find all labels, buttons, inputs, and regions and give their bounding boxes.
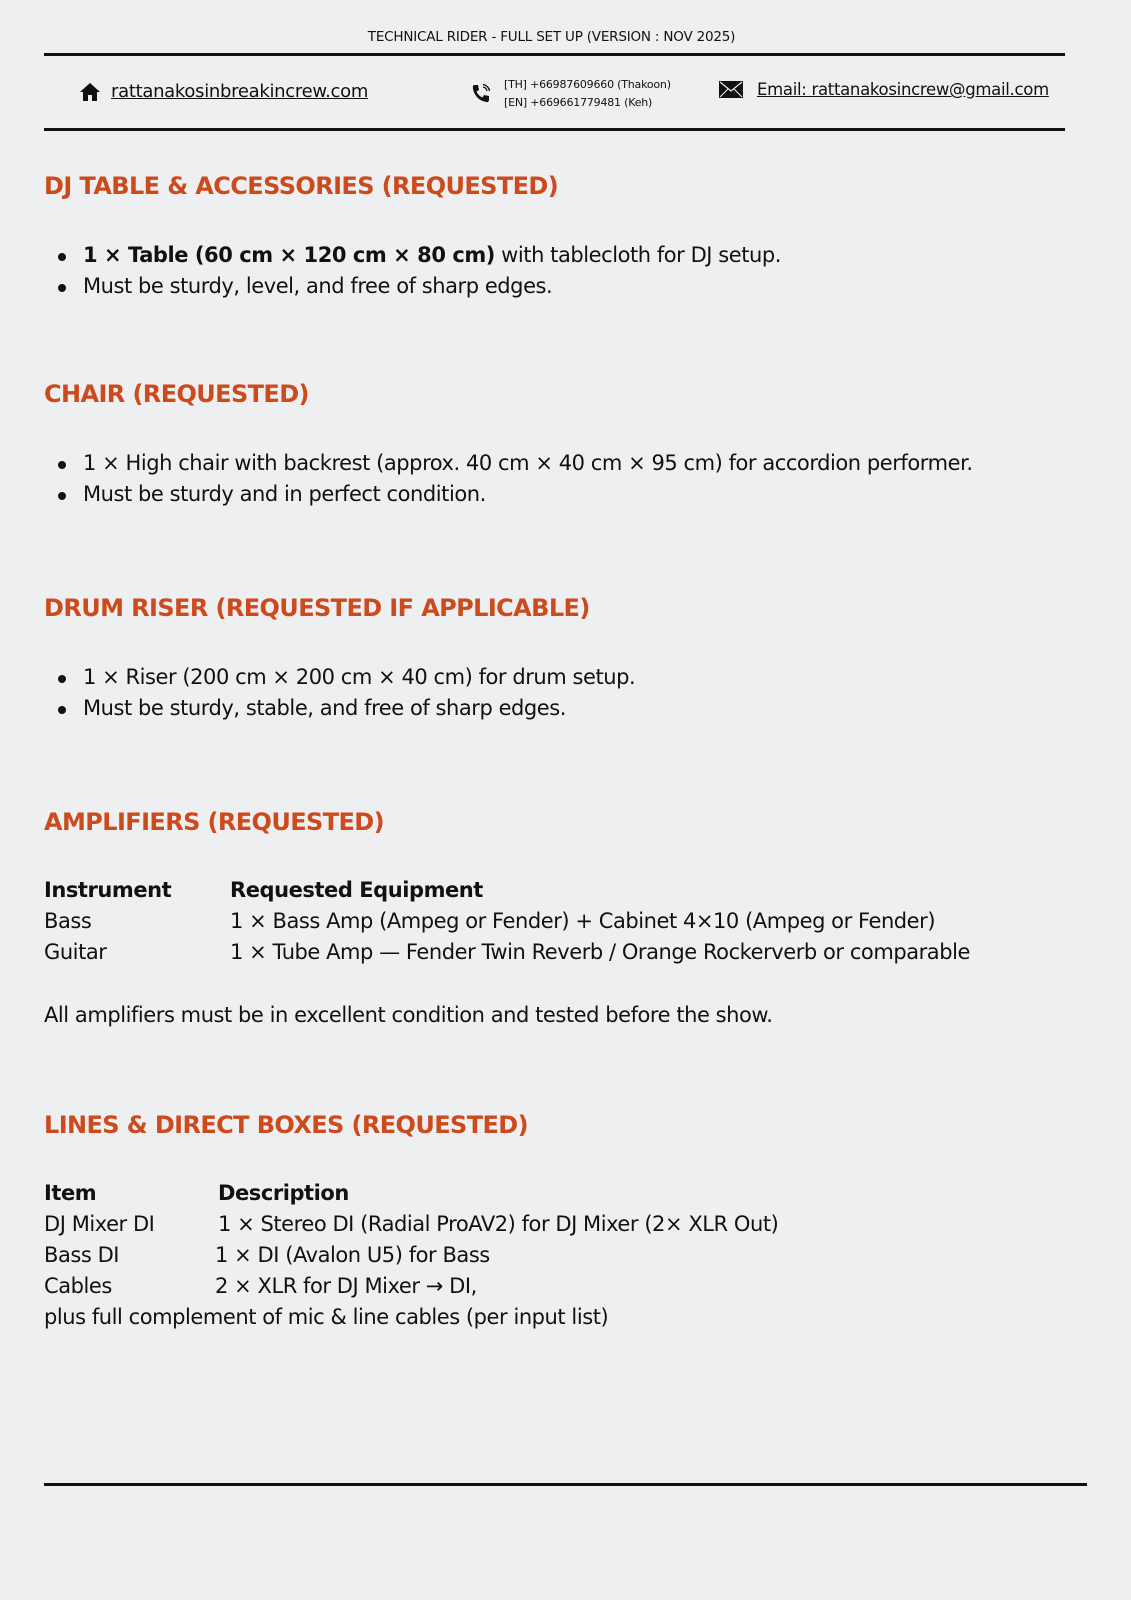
- item-cell: Cables: [44, 1274, 112, 1298]
- lines-table: [44, 1178, 778, 1333]
- amplifiers-table: [44, 875, 970, 968]
- phone-contact: [470, 76, 671, 112]
- list-item: 1 × Riser (200 cm × 200 cm × 40 cm) for drum setup.: [58, 662, 635, 693]
- top-divider: [44, 53, 1065, 56]
- column-header-instrument: Instrument: [44, 878, 172, 902]
- table-row: [44, 1271, 778, 1302]
- description-cell: 1 × Stereo DI (Radial ProAV2) for DJ Mixer (2× XLR Out): [218, 1212, 779, 1236]
- email-link[interactable]: Email: rattanakosincrew@gmail.com: [757, 80, 1049, 99]
- column-header-description: Description: [218, 1181, 349, 1205]
- contact-bar: [0, 70, 1131, 120]
- phone-en[interactable]: [EN] +669661779481 (Keh): [504, 96, 653, 109]
- header-divider: [44, 128, 1065, 131]
- list-item: [58, 240, 781, 271]
- phone-th[interactable]: [TH] +66987609660 (Thakoon): [504, 78, 671, 91]
- table-continuation: [44, 1302, 778, 1333]
- list-item: Must be sturdy, level, and free of sharp edges.: [58, 271, 781, 302]
- table-header-row: [44, 875, 970, 906]
- document-title: TECHNICAL RIDER - FULL SET UP (VERSION : NOV 2025): [367, 29, 736, 45]
- list-item: Must be sturdy, stable, and free of sharp edges.: [58, 693, 635, 724]
- list-item: Must be sturdy and in perfect condition.: [58, 479, 973, 510]
- cables-continuation: plus full complement of mic & line cables (per input list): [44, 1305, 609, 1329]
- item-cell: DJ Mixer DI: [44, 1212, 155, 1236]
- table-row: [44, 1240, 778, 1271]
- table-row: [44, 906, 970, 937]
- website-contact: [79, 81, 368, 102]
- instrument-cell: Guitar: [44, 940, 107, 964]
- list-item: 1 × High chair with backrest (approx. 40 cm × 40 cm × 95 cm) for accordion performer.: [58, 448, 973, 479]
- phone-icon: [470, 83, 492, 105]
- footer-divider: [44, 1483, 1087, 1486]
- email-contact: [719, 80, 1049, 99]
- table-row: [44, 937, 970, 968]
- chair-heading: CHAIR (REQUESTED): [44, 380, 309, 408]
- drum-riser-heading: DRUM RISER (REQUESTED IF APPLICABLE): [44, 594, 590, 622]
- dj-table-heading: DJ TABLE & ACCESSORIES (REQUESTED): [44, 172, 559, 200]
- equipment-cell: 1 × Tube Amp — Fender Twin Reverb / Orange Rockerverb or comparable: [230, 940, 970, 964]
- amplifiers-note: All amplifiers must be in excellent condition and tested before the show.: [44, 1003, 773, 1027]
- chair-list: [58, 448, 973, 510]
- dj-table-spec-rest: with tablecloth for DJ setup.: [494, 243, 781, 267]
- dj-table-spec: 1 × Table (60 cm × 120 cm × 80 cm): [83, 243, 495, 267]
- equipment-cell: 1 × Bass Amp (Ampeg or Fender) + Cabinet 4×10 (Ampeg or Fender): [230, 909, 936, 933]
- column-header-equipment: Requested Equipment: [230, 878, 483, 902]
- table-header-row: [44, 1178, 778, 1209]
- description-cell: 2 × XLR for DJ Mixer → DI,: [215, 1274, 477, 1298]
- drum-riser-list: [58, 662, 635, 724]
- home-icon: [79, 82, 101, 102]
- amplifiers-heading: AMPLIFIERS (REQUESTED): [44, 808, 384, 836]
- website-link[interactable]: rattanakosinbreakincrew.com: [111, 81, 369, 102]
- description-cell: 1 × DI (Avalon U5) for Bass: [215, 1243, 490, 1267]
- table-row: [44, 1209, 778, 1240]
- dj-table-list: [58, 240, 781, 302]
- lines-heading: LINES & DIRECT BOXES (REQUESTED): [44, 1111, 528, 1139]
- item-cell: Bass DI: [44, 1243, 120, 1267]
- envelope-icon: [719, 81, 743, 98]
- column-header-item: Item: [44, 1181, 97, 1205]
- instrument-cell: Bass: [44, 909, 92, 933]
